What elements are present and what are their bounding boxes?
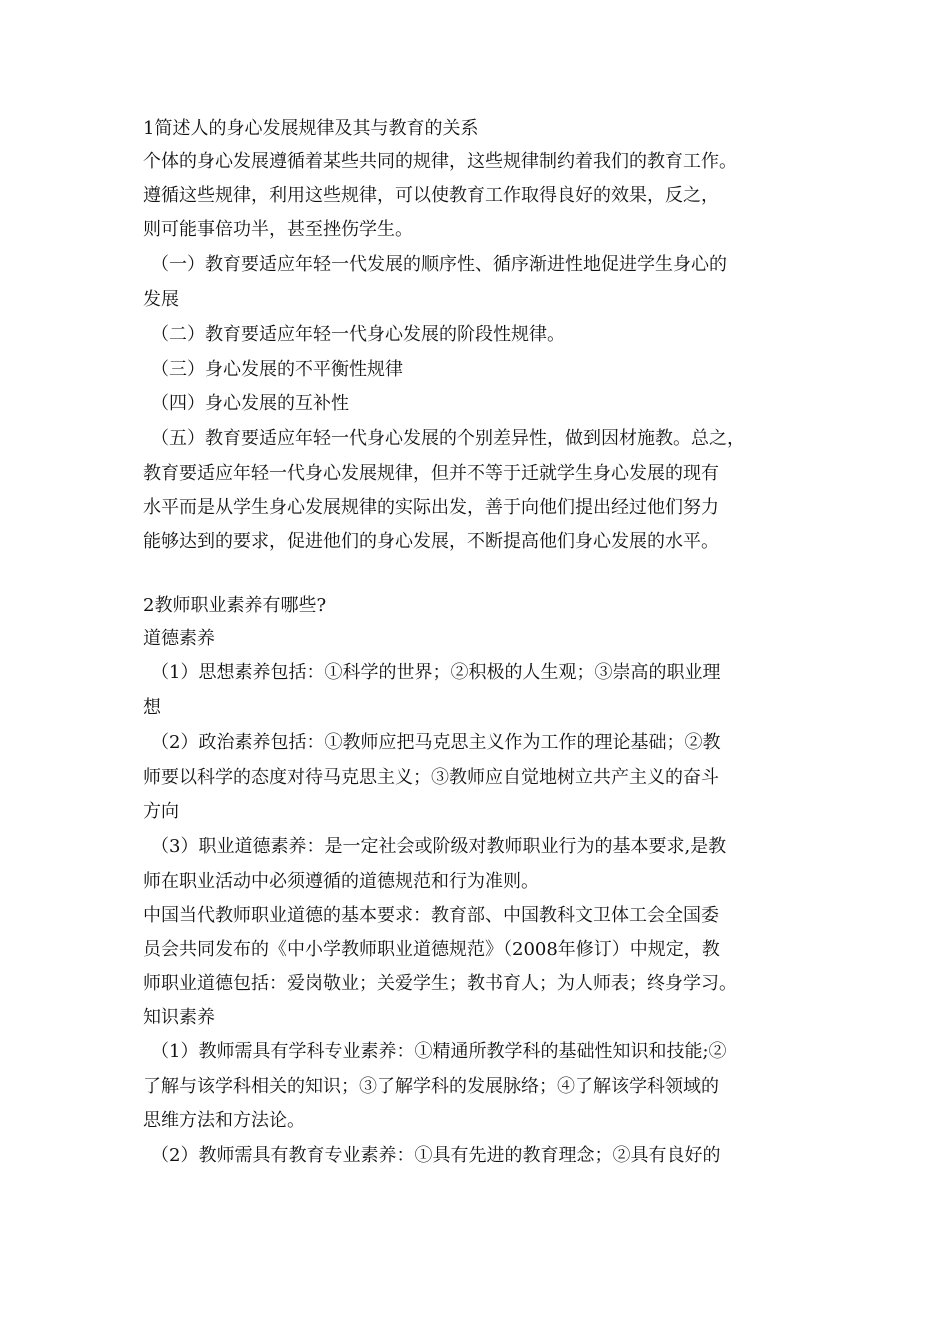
section-2-knowledge-item-1-cont-1: 了解与该学科相关的知识；③了解学科的发展脉络；④了解该学科领域的 xyxy=(143,1076,719,1097)
section-1-line-3: 则可能事倍功半，甚至挫伤学生。 xyxy=(143,219,413,240)
section-1-item-4: （四）身心发展的互补性 xyxy=(151,393,349,414)
section-1-item-5: （五）教育要适应年轻一代身心发展的个别差异性，做到因材施教。总之， xyxy=(151,428,745,449)
section-1-line-conclusion-1: 教育要适应年轻一代身心发展规律，但并不等于迁就学生身心发展的现有 xyxy=(143,463,719,484)
section-2-item-2-cont-2: 方向 xyxy=(143,801,179,822)
section-2-requirements-2: 员会共同发布的《中小学教师职业道德规范》（2008年修订）中规定，教 xyxy=(143,939,720,960)
section-2-subheading-moral: 道德素养 xyxy=(143,628,215,649)
section-2-item-2: （2）政治素养包括：①教师应把马克思主义作为工作的理论基础；②教 xyxy=(151,732,721,753)
section-1-item-1-cont: 发展 xyxy=(143,289,179,310)
section-gap xyxy=(143,559,823,590)
section-2-knowledge-item-1: （1）教师需具有学科专业素养：①精通所教学科的基础性知识和技能;② xyxy=(151,1041,727,1062)
section-2-title: 2教师职业素养有哪些? xyxy=(143,595,327,616)
section-2-item-2-cont-1: 师要以科学的态度对待马克思主义；③教师应自觉地树立共产主义的奋斗 xyxy=(143,767,719,788)
section-1-line-conclusion-3: 能够达到的要求，促进他们的身心发展，不断提高他们身心发展的水平。 xyxy=(143,531,719,552)
section-1-item-2: （二）教育要适应年轻一代身心发展的阶段性规律。 xyxy=(151,324,565,345)
section-2-knowledge-item-2: （2）教师需具有教育专业素养：①具有先进的教育理念；②具有良好的 xyxy=(151,1145,721,1166)
section-2-item-3-cont: 师在职业活动中必须遵循的道德规范和行为准则。 xyxy=(143,871,539,892)
section-1-item-1: （一）教育要适应年轻一代发展的顺序性、循序渐进性地促进学生身心的 xyxy=(151,254,727,275)
section-2-subheading-knowledge: 知识素养 xyxy=(143,1007,215,1028)
section-1-title: 1简述人的身心发展规律及其与教育的关系 xyxy=(143,118,479,139)
section-1-line-conclusion-2: 水平而是从学生身心发展规律的实际出发，善于向他们提出经过他们努力 xyxy=(143,497,719,518)
document-body xyxy=(143,113,823,1174)
section-2-requirements-3: 师职业道德包括：爱岗敬业；关爱学生；教书育人；为人师表；终身学习。 xyxy=(143,973,737,994)
section-2-requirements-1: 中国当代教师职业道德的基本要求：教育部、中国教科文卫体工会全国委 xyxy=(143,905,719,926)
section-2-item-3: （3）职业道德素养：是一定社会或阶级对教师职业行为的基本要求,是教 xyxy=(151,836,727,857)
section-2-item-1-cont: 想 xyxy=(143,697,161,718)
section-1-line-1: 个体的身心发展遵循着某些共同的规律，这些规律制约着我们的教育工作。 xyxy=(143,151,737,172)
section-2-item-1: （1）思想素养包括：①科学的世界；②积极的人生观；③崇高的职业理 xyxy=(151,662,721,683)
section-1-line-2: 遵循这些规律，利用这些规律，可以使教育工作取得良好的效果，反之， xyxy=(143,185,719,206)
section-1-item-3: （三）身心发展的不平衡性规律 xyxy=(151,359,403,380)
section-2-knowledge-item-1-cont-2: 思维方法和方法论。 xyxy=(143,1110,305,1131)
